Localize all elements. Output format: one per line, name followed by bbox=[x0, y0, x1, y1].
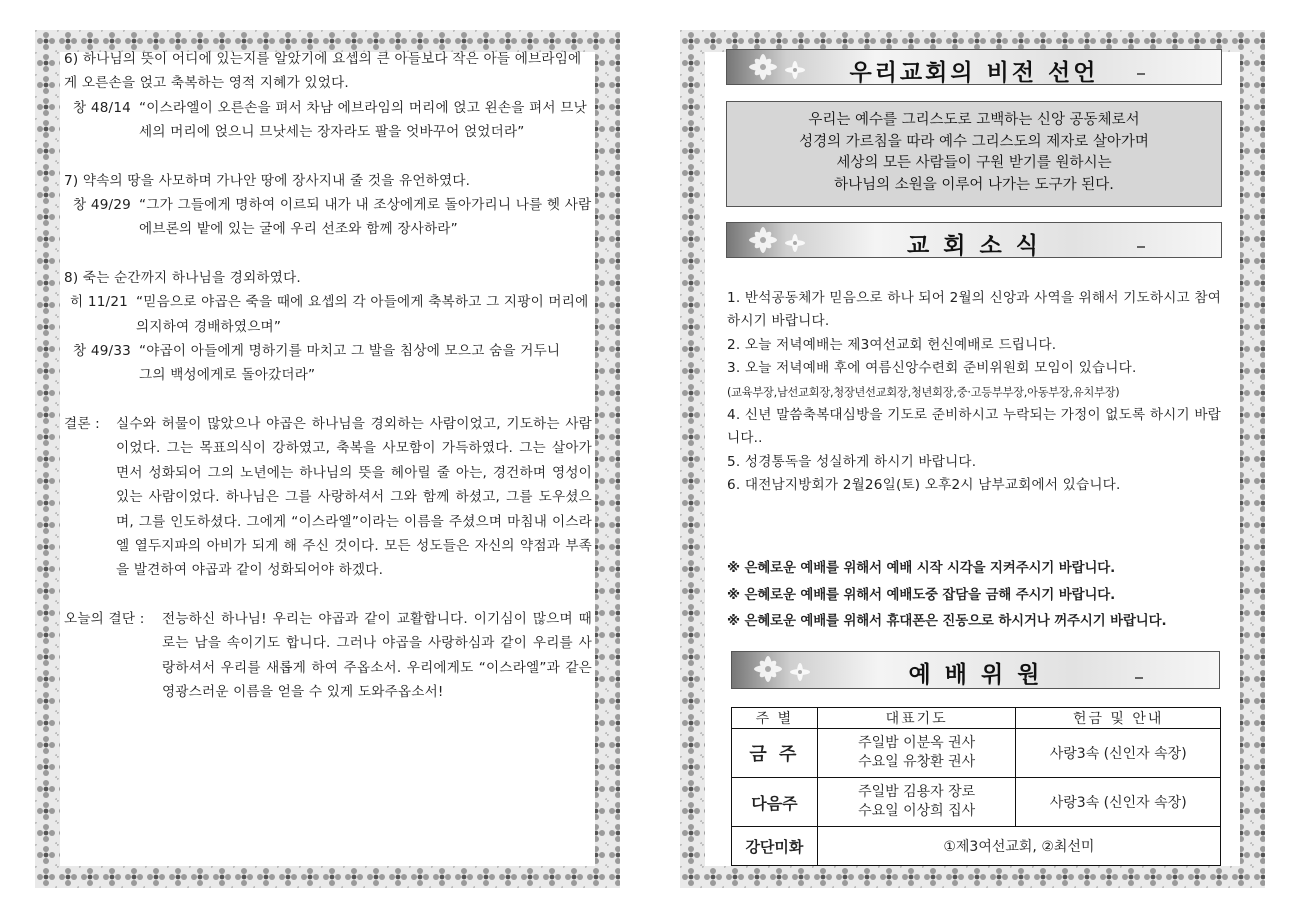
table-header-row bbox=[732, 708, 1221, 729]
verse-reference: 창 48/14 bbox=[73, 99, 132, 116]
vision-line: 우리는 예수를 그리스도로 고백하는 신앙 공동체로서 bbox=[808, 112, 1140, 128]
point-8-intro: 8) 죽는 순간까지 하나님을 경외하였다. bbox=[64, 269, 301, 286]
worship-notices bbox=[727, 556, 1227, 636]
verse-text: “믿음으로 야곱은 죽을 때에 요셉의 각 아들에게 축복하고 그 지팡이 머리에 의지하여 경배하였으며” bbox=[136, 294, 589, 335]
point-6-intro: 6) 하나님의 뜻이 어디에 있는지를 알았기에 요셉의 큰 아들보다 작은 아들 에브라임에게 오른손을 얹고 축복하는 영적 지혜가 있었다. bbox=[64, 51, 582, 92]
point-7-intro: 7) 약속의 땅을 사모하며 가나안 땅에 장사지내 줄 것을 유언하였다. bbox=[64, 172, 471, 189]
news-item: 2. 오늘 저녁예배는 제3여선교회 헌신예배로 드립니다. bbox=[727, 336, 1057, 353]
verse-genesis-49-33 bbox=[64, 339, 592, 388]
verse-reference: 창 49/33 bbox=[73, 343, 132, 360]
resolution-body: 전능하신 하나님! 우리는 야곱과 같이 교활합니다. 이기심이 많으며 때로는 남을 속이기도 합니다. 그러나 야곱을 사랑하심과 같이 우리를 사랑하셔서 우리를 새롭게 하여 주옵소서. 우리에게도 “이스라엘”과 같은 영광스러운 이름을 얻을 수 있게 도와주옵소서! bbox=[162, 610, 592, 700]
point-8 bbox=[64, 266, 592, 388]
conclusion bbox=[64, 412, 592, 583]
table-row bbox=[732, 827, 1221, 866]
notice-item: ※ 은혜로운 예배를 위해서 예배도중 잡담을 금해 주시기 바랍니다. bbox=[727, 587, 1116, 603]
vision-line: 하나님의 소원을 이루어 나가는 도구가 된다. bbox=[834, 176, 1114, 193]
verse-text: “그가 그들에게 명하여 이르되 내가 내 조상에게로 돌아가리니 나를 헷 사람 에브론의 밭에 있는 굴에 우리 선조와 함께 장사하라” bbox=[139, 197, 592, 238]
vision-title-banner bbox=[726, 49, 1222, 85]
flower-label-cell: 강단미화 bbox=[732, 827, 818, 866]
point-7 bbox=[64, 169, 592, 242]
point-6 bbox=[64, 47, 592, 145]
news-title: 교 회 소 식 bbox=[907, 233, 1041, 259]
news-item: 4. 신년 말씀축복대심방을 기도로 준비하시고 누락되는 가정이 없도록 하시기 바랍니다.. bbox=[727, 407, 1221, 447]
news-item: 3. 오늘 저녁예배 후에 여름신앙수련회 준비위원회 모임이 있습니다. bbox=[727, 360, 1137, 377]
table-row bbox=[732, 729, 1221, 778]
prayer-line: 주일밤 김용자 장로 bbox=[858, 784, 976, 800]
duty-title: 예 배 위 원 bbox=[908, 662, 1043, 688]
conclusion-body: 실수와 허물이 많았으나 야곱은 하나님을 경외하는 사람이었고, 기도하는 사람이었다. 그는 목표의식이 강하였고, 축복을 사모함이 가득하였다. 그는 살아가면서 성화되어 그의 노년에는 하나님의 뜻을 헤아릴 줄 아는, 경건하며 영성이 있는 사람이었다. 하나님은 그를 사랑하셔서 그와 함께 하셨고, 그를 도우셨으며, 그를 인도하셨다. 그에게 “이스라엘”이라는 이름을 주셨으며 마침내 이스라엘 열두지파의 아비가 되게 해 주신 것이다. 모든 성도들은 자신의 약점과 부족을 발견하여 야곱과 같이 성화되어야 하겠다. bbox=[116, 415, 592, 579]
duty-title-banner bbox=[731, 651, 1220, 689]
banner-dash bbox=[1137, 246, 1145, 248]
news-item: 6. 대전남지방회가 2월26일(토) 오후2시 남부교회에서 있습니다. bbox=[727, 477, 1121, 494]
verse-genesis-48-14 bbox=[64, 96, 592, 145]
verse-genesis-49-29 bbox=[64, 193, 592, 242]
vision-line: 성경의 가르침을 따라 예수 그리스도의 제자로 살아가며 bbox=[799, 133, 1149, 150]
news-item-detail: (교육부장,남선교회장,청장년선교회장,청년회장,중·고등부부장,아동부장,유치부장) bbox=[727, 385, 1120, 399]
prayer-line: 주일밤 이분옥 권사 bbox=[858, 735, 976, 751]
banner-dash bbox=[1137, 73, 1145, 75]
vision-title: 우리교회의 비전 선언 bbox=[849, 60, 1099, 86]
prayer-cell bbox=[817, 729, 1016, 778]
conclusion-label: 결론 : bbox=[64, 415, 100, 432]
todays-resolution bbox=[64, 607, 592, 705]
notice-item: ※ 은혜로운 예배를 위해서 휴대폰은 진동으로 하시거나 꺼주시기 바랍니다. bbox=[727, 614, 1167, 629]
news-item: 1. 반석공동체가 믿음으로 하나 되어 2월의 신앙과 사역을 위해서 기도하시고 참여하시기 바랍니다. bbox=[727, 290, 1222, 330]
offering-cell: 사랑3속 (신인자 속장) bbox=[1016, 778, 1221, 827]
week-cell: 금 주 bbox=[732, 729, 818, 778]
header-prayer: 대표기도 bbox=[817, 708, 1016, 729]
table-row bbox=[732, 778, 1221, 827]
left-page-sermon-text bbox=[64, 47, 592, 704]
verse-text: “야곱이 아들에게 명하기를 마치고 그 발을 침상에 모으고 숨을 거두니 그의 백성에게로 돌아갔더라” bbox=[139, 343, 561, 384]
header-week: 주 별 bbox=[732, 708, 818, 729]
offering-cell: 사랑3속 (신인자 속장) bbox=[1016, 729, 1221, 778]
week-cell: 다음주 bbox=[732, 778, 818, 827]
prayer-cell bbox=[817, 778, 1016, 827]
verse-hebrews-11-21 bbox=[64, 290, 592, 339]
vision-line: 세상의 모든 사람들이 구원 받기를 원하시는 bbox=[836, 155, 1112, 171]
verse-reference: 창 49/29 bbox=[73, 197, 132, 214]
church-news-list bbox=[727, 287, 1227, 498]
news-title-banner bbox=[726, 222, 1222, 258]
news-item: 5. 성경통독을 성실하게 하시기 바랍니다. bbox=[727, 453, 977, 470]
verse-text: “이스라엘이 오른손을 펴서 차남 에브라임의 머리에 얹고 왼손을 펴서 므낫세의 머리에 얹으니 므낫세는 장자라도 팔을 엇바꾸어 얹었더라” bbox=[139, 99, 587, 141]
prayer-line: 수요일 이상희 집사 bbox=[858, 803, 976, 819]
worship-duty-table bbox=[731, 707, 1221, 866]
resolution-label: 오늘의 결단 : bbox=[64, 610, 145, 627]
banner-dash bbox=[1135, 677, 1143, 679]
vision-statement-box bbox=[726, 101, 1222, 207]
flower-value-cell: ①제3여선교회, ②최선미 bbox=[817, 827, 1220, 866]
prayer-line: 수요일 유창환 권사 bbox=[858, 754, 976, 770]
verse-reference: 히 11/21 bbox=[70, 294, 129, 311]
notice-item: ※ 은혜로운 예배를 위해서 예배 시작 시각을 지켜주시기 바랍니다. bbox=[727, 561, 1116, 576]
header-offering: 헌금 및 안내 bbox=[1016, 708, 1221, 729]
